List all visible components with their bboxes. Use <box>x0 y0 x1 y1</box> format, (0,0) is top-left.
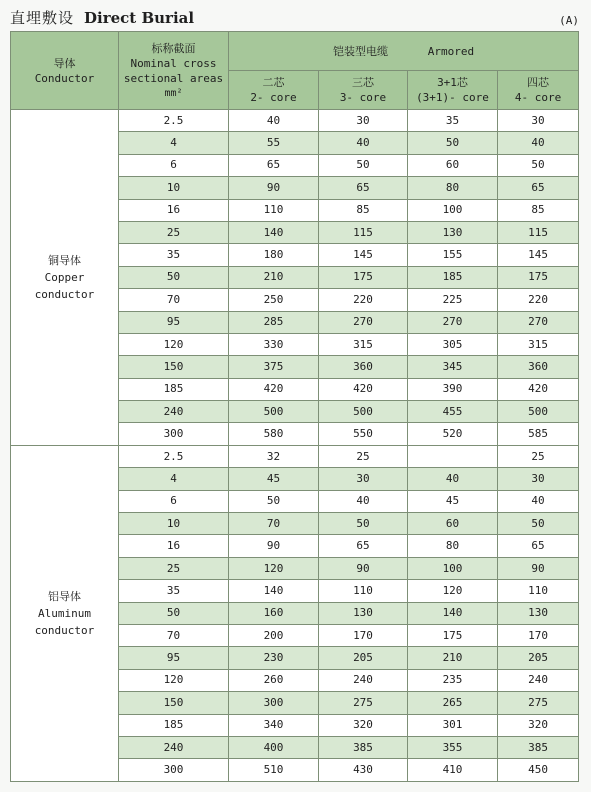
area-cell: 300 <box>119 759 229 781</box>
core2-cell: 180 <box>229 244 319 266</box>
core4-cell: 90 <box>498 557 579 579</box>
core31-cell: 100 <box>408 199 498 221</box>
core2-cell: 120 <box>229 557 319 579</box>
core31-cell: 455 <box>408 401 498 423</box>
core4-cell: 65 <box>498 535 579 557</box>
core3-cell: 115 <box>319 221 408 243</box>
core4-cell: 170 <box>498 624 579 646</box>
table-row <box>11 110 579 132</box>
core3-cell: 360 <box>319 356 408 378</box>
area-cell: 2.5 <box>119 110 229 132</box>
header-area <box>119 32 229 110</box>
core4-cell: 320 <box>498 714 579 736</box>
area-cell: 70 <box>119 289 229 311</box>
header-core2 <box>229 71 319 110</box>
core3-cell: 25 <box>319 445 408 467</box>
group-label-en2: conductor <box>34 287 95 301</box>
area-cell: 240 <box>119 401 229 423</box>
area-cell: 95 <box>119 311 229 333</box>
area-cell: 25 <box>119 221 229 243</box>
header-core2-cn: 二芯 <box>262 76 285 89</box>
area-cell: 6 <box>119 490 229 512</box>
core4-cell: 420 <box>498 378 579 400</box>
header-area-unit: mm² <box>164 87 183 99</box>
core2-cell: 40 <box>229 110 319 132</box>
core31-cell: 185 <box>408 266 498 288</box>
header-core31-en: (3+1)- core <box>416 91 489 104</box>
header-core3-en: 3- core <box>339 91 387 104</box>
core3-cell: 65 <box>319 177 408 199</box>
core3-cell: 385 <box>319 736 408 758</box>
area-cell: 70 <box>119 624 229 646</box>
header-core2-en: 2- core <box>250 91 297 104</box>
core4-cell: 50 <box>498 513 579 535</box>
core31-cell: 390 <box>408 378 498 400</box>
title-en: Direct Burial <box>84 9 195 27</box>
core3-cell: 175 <box>319 266 408 288</box>
core3-cell: 500 <box>319 401 408 423</box>
table-body <box>11 110 579 782</box>
core3-cell: 130 <box>319 602 408 624</box>
core4-cell: 585 <box>498 423 579 445</box>
core31-cell: 40 <box>408 468 498 490</box>
group-label-cn: 铝导体 <box>48 589 81 603</box>
core4-cell: 130 <box>498 602 579 624</box>
core31-cell: 80 <box>408 177 498 199</box>
core3-cell: 85 <box>319 199 408 221</box>
header-core31 <box>408 71 498 110</box>
core4-cell: 270 <box>498 311 579 333</box>
core3-cell: 40 <box>319 132 408 154</box>
core31-cell: 355 <box>408 736 498 758</box>
area-cell: 2.5 <box>119 445 229 467</box>
area-cell: 120 <box>119 669 229 691</box>
core31-cell: 305 <box>408 333 498 355</box>
area-cell: 35 <box>119 580 229 602</box>
page-title <box>10 7 194 28</box>
area-cell: 4 <box>119 132 229 154</box>
core4-cell: 240 <box>498 669 579 691</box>
core3-cell: 430 <box>319 759 408 781</box>
core31-cell: 155 <box>408 244 498 266</box>
header-core4-cn: 四芯 <box>527 76 550 89</box>
core2-cell: 90 <box>229 535 319 557</box>
header-armored-cn: 铠装型电缆 <box>332 44 388 58</box>
core2-cell: 340 <box>229 714 319 736</box>
core4-cell: 220 <box>498 289 579 311</box>
core4-cell: 40 <box>498 490 579 512</box>
area-cell: 50 <box>119 266 229 288</box>
core2-cell: 55 <box>229 132 319 154</box>
core3-cell: 30 <box>319 110 408 132</box>
core2-cell: 230 <box>229 647 319 669</box>
core31-cell: 410 <box>408 759 498 781</box>
area-cell: 35 <box>119 244 229 266</box>
core2-cell: 580 <box>229 423 319 445</box>
core4-cell: 175 <box>498 266 579 288</box>
core2-cell: 65 <box>229 154 319 176</box>
area-cell: 10 <box>119 513 229 535</box>
core3-cell: 240 <box>319 669 408 691</box>
core4-cell: 85 <box>498 199 579 221</box>
core4-cell: 30 <box>498 468 579 490</box>
group-label-en2: conductor <box>34 623 95 637</box>
core3-cell: 270 <box>319 311 408 333</box>
area-cell: 300 <box>119 423 229 445</box>
ampacity-table <box>10 31 579 782</box>
core31-cell: 100 <box>408 557 498 579</box>
core31-cell: 130 <box>408 221 498 243</box>
core2-cell: 210 <box>229 266 319 288</box>
header-core3-cn: 三芯 <box>352 76 374 89</box>
header-area-cn: 标称截面 <box>151 41 196 55</box>
core2-cell: 32 <box>229 445 319 467</box>
core4-cell: 40 <box>498 132 579 154</box>
core31-cell: 235 <box>408 669 498 691</box>
core4-cell: 115 <box>498 221 579 243</box>
core3-cell: 30 <box>319 468 408 490</box>
area-cell: 95 <box>119 647 229 669</box>
core31-cell: 60 <box>408 154 498 176</box>
area-cell: 10 <box>119 177 229 199</box>
header-armored <box>229 32 579 71</box>
core31-cell: 35 <box>408 110 498 132</box>
core31-cell: 80 <box>408 535 498 557</box>
area-cell: 50 <box>119 602 229 624</box>
core2-cell: 160 <box>229 602 319 624</box>
core2-cell: 90 <box>229 177 319 199</box>
header-core4-en: 4- core <box>514 91 562 104</box>
core31-cell: 520 <box>408 423 498 445</box>
core3-cell: 420 <box>319 378 408 400</box>
core2-cell: 510 <box>229 759 319 781</box>
core4-cell: 450 <box>498 759 579 781</box>
core3-cell: 40 <box>319 490 408 512</box>
core2-cell: 330 <box>229 333 319 355</box>
header-core4 <box>498 71 579 110</box>
area-cell: 120 <box>119 333 229 355</box>
core31-cell: 120 <box>408 580 498 602</box>
header-area-en1: Nominal cross <box>130 56 217 70</box>
core2-cell: 375 <box>229 356 319 378</box>
core3-cell: 145 <box>319 244 408 266</box>
header-area-en2: sectional areas <box>123 71 224 85</box>
core2-cell: 110 <box>229 199 319 221</box>
core31-cell: 270 <box>408 311 498 333</box>
core4-cell: 50 <box>498 154 579 176</box>
table-code: (A) <box>559 14 579 27</box>
header-conductor <box>11 32 119 110</box>
core4-cell: 500 <box>498 401 579 423</box>
group-label <box>11 110 119 446</box>
core2-cell: 260 <box>229 669 319 691</box>
core4-cell: 65 <box>498 177 579 199</box>
area-cell: 150 <box>119 692 229 714</box>
area-cell: 150 <box>119 356 229 378</box>
core31-cell: 50 <box>408 132 498 154</box>
area-cell: 16 <box>119 199 229 221</box>
core31-cell: 225 <box>408 289 498 311</box>
area-cell: 240 <box>119 736 229 758</box>
header-core31-cn: 3+1芯 <box>437 76 468 89</box>
core4-cell: 205 <box>498 647 579 669</box>
core31-cell: 345 <box>408 356 498 378</box>
core3-cell: 170 <box>319 624 408 646</box>
core31-cell: 175 <box>408 624 498 646</box>
area-cell: 25 <box>119 557 229 579</box>
group-label-cn: 铜导体 <box>48 253 81 267</box>
core31-cell: 265 <box>408 692 498 714</box>
core2-cell: 500 <box>229 401 319 423</box>
core3-cell: 320 <box>319 714 408 736</box>
area-cell: 6 <box>119 154 229 176</box>
group-label <box>11 445 119 781</box>
core4-cell: 30 <box>498 110 579 132</box>
core3-cell: 65 <box>319 535 408 557</box>
header-core3 <box>319 71 408 110</box>
header-conductor-en: Conductor <box>34 71 95 85</box>
header-armored-en: Armored <box>427 44 475 58</box>
core3-cell: 50 <box>319 154 408 176</box>
group-label-en1: Copper <box>44 270 85 284</box>
group-label-en1: Aluminum <box>38 606 91 620</box>
area-cell: 185 <box>119 714 229 736</box>
area-cell: 185 <box>119 378 229 400</box>
core4-cell: 145 <box>498 244 579 266</box>
core2-cell: 285 <box>229 311 319 333</box>
core2-cell: 45 <box>229 468 319 490</box>
core2-cell: 420 <box>229 378 319 400</box>
core3-cell: 110 <box>319 580 408 602</box>
core31-cell: 210 <box>408 647 498 669</box>
core2-cell: 250 <box>229 289 319 311</box>
core3-cell: 50 <box>319 513 408 535</box>
core4-cell: 360 <box>498 356 579 378</box>
header-conductor-cn: 导体 <box>53 56 76 70</box>
core2-cell: 300 <box>229 692 319 714</box>
core31-cell: 60 <box>408 513 498 535</box>
core2-cell: 400 <box>229 736 319 758</box>
core4-cell: 385 <box>498 736 579 758</box>
core31-cell: 301 <box>408 714 498 736</box>
core4-cell: 315 <box>498 333 579 355</box>
core2-cell: 50 <box>229 490 319 512</box>
core31-cell: 140 <box>408 602 498 624</box>
core2-cell: 140 <box>229 221 319 243</box>
core4-cell: 25 <box>498 445 579 467</box>
core3-cell: 550 <box>319 423 408 445</box>
core2-cell: 140 <box>229 580 319 602</box>
title-cn: 直埋敷设 <box>10 9 75 27</box>
core31-cell: 45 <box>408 490 498 512</box>
area-cell: 16 <box>119 535 229 557</box>
core31-cell <box>408 445 498 467</box>
core4-cell: 275 <box>498 692 579 714</box>
core2-cell: 70 <box>229 513 319 535</box>
core2-cell: 200 <box>229 624 319 646</box>
core3-cell: 205 <box>319 647 408 669</box>
core3-cell: 90 <box>319 557 408 579</box>
core3-cell: 315 <box>319 333 408 355</box>
table-row <box>11 445 579 467</box>
core4-cell: 110 <box>498 580 579 602</box>
area-cell: 4 <box>119 468 229 490</box>
core3-cell: 275 <box>319 692 408 714</box>
core3-cell: 220 <box>319 289 408 311</box>
